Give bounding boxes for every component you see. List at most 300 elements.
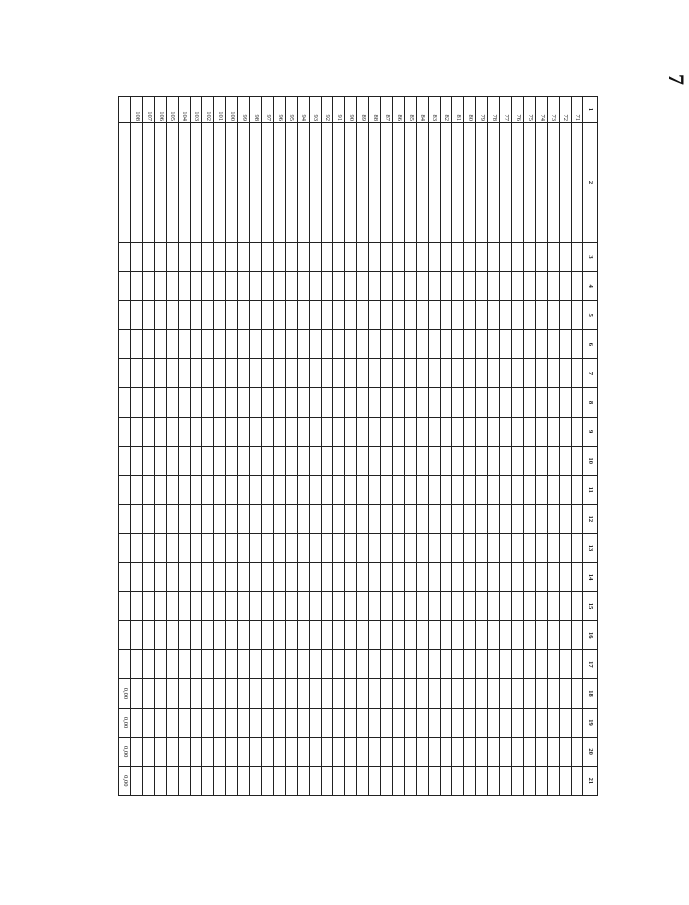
- value-cell: [214, 243, 226, 272]
- value-cell: [488, 650, 500, 679]
- value-cell: [476, 446, 488, 475]
- value-cell: [214, 592, 226, 621]
- value-cell: [464, 301, 476, 330]
- value-cell: [131, 475, 143, 504]
- value-cell: [404, 446, 416, 475]
- value-cell: [381, 301, 393, 330]
- value-cell: [547, 272, 559, 301]
- value-cell: [333, 592, 345, 621]
- value-cell: [452, 301, 464, 330]
- value-cell: [226, 708, 238, 737]
- table-row: [345, 97, 357, 796]
- value-cell: [571, 766, 583, 795]
- value-cell: [273, 272, 285, 301]
- column-number-cell: 2: [583, 123, 598, 243]
- table-row: [333, 97, 345, 796]
- row-index-cell: 105: [166, 97, 178, 123]
- value-cell: [369, 708, 381, 737]
- value-cell: [559, 592, 571, 621]
- value-cell: [250, 388, 262, 417]
- value-cell: [297, 679, 309, 708]
- value-cell: [273, 504, 285, 533]
- value-cell: [428, 708, 440, 737]
- value-cell: [166, 359, 178, 388]
- value-cell: [535, 417, 547, 446]
- value-cell: [166, 272, 178, 301]
- value-cell: [333, 504, 345, 533]
- value-cell: [297, 359, 309, 388]
- row-index-cell: 95: [285, 97, 297, 123]
- value-cell: [464, 592, 476, 621]
- value-cell: [321, 533, 333, 562]
- value-cell: [273, 679, 285, 708]
- value-cell: [273, 650, 285, 679]
- value-cell: [154, 243, 166, 272]
- value-cell: [238, 446, 250, 475]
- value-cell: [250, 708, 262, 737]
- value-cell: [321, 679, 333, 708]
- value-cell: [464, 679, 476, 708]
- value-cell: [369, 737, 381, 766]
- value-cell: [547, 446, 559, 475]
- value-cell: [428, 650, 440, 679]
- table-row: [250, 97, 262, 796]
- value-cell: [392, 708, 404, 737]
- address-cell: [440, 123, 452, 243]
- value-cell: [369, 650, 381, 679]
- value-cell: [476, 330, 488, 359]
- row-index-cell: 92: [321, 97, 333, 123]
- value-cell: [404, 475, 416, 504]
- value-cell: [452, 533, 464, 562]
- value-cell: [345, 243, 357, 272]
- value-cell: [309, 359, 321, 388]
- value-cell: [547, 592, 559, 621]
- value-cell: [416, 737, 428, 766]
- table-row: [238, 97, 250, 796]
- value-cell: [392, 388, 404, 417]
- value-cell: [571, 301, 583, 330]
- value-cell: [202, 650, 214, 679]
- value-cell: [404, 708, 416, 737]
- value-cell: [297, 737, 309, 766]
- value-cell: [250, 446, 262, 475]
- value-cell: [333, 417, 345, 446]
- value-cell: [297, 504, 309, 533]
- value-cell: [238, 272, 250, 301]
- address-cell: [428, 123, 440, 243]
- table-row: [357, 97, 369, 796]
- value-cell: [476, 359, 488, 388]
- value-cell: [416, 330, 428, 359]
- address-cell: [285, 123, 297, 243]
- final-row-value-cell: 0,00: [119, 679, 131, 708]
- value-cell: [369, 446, 381, 475]
- table-row: [154, 97, 166, 796]
- value-cell: [428, 243, 440, 272]
- value-cell: [166, 330, 178, 359]
- value-cell: [261, 533, 273, 562]
- value-cell: [381, 650, 393, 679]
- value-cell: [369, 417, 381, 446]
- value-cell: [559, 533, 571, 562]
- final-row-cell: [119, 388, 131, 417]
- value-cell: [297, 533, 309, 562]
- table-row: [321, 97, 333, 796]
- value-cell: [309, 417, 321, 446]
- value-cell: [476, 737, 488, 766]
- value-cell: [404, 563, 416, 592]
- value-cell: [416, 359, 428, 388]
- address-cell: [357, 123, 369, 243]
- value-cell: [214, 388, 226, 417]
- value-cell: [142, 679, 154, 708]
- value-cell: [202, 504, 214, 533]
- value-cell: [547, 475, 559, 504]
- value-cell: [131, 679, 143, 708]
- value-cell: [571, 650, 583, 679]
- value-cell: [226, 592, 238, 621]
- value-cell: [273, 243, 285, 272]
- value-cell: [392, 330, 404, 359]
- row-index-cell: 104: [178, 97, 190, 123]
- value-cell: [452, 737, 464, 766]
- value-cell: [214, 766, 226, 795]
- value-cell: [512, 301, 524, 330]
- value-cell: [392, 563, 404, 592]
- value-cell: [142, 766, 154, 795]
- value-cell: [357, 679, 369, 708]
- value-cell: [535, 475, 547, 504]
- row-index-cell: 101: [214, 97, 226, 123]
- value-cell: [500, 330, 512, 359]
- value-cell: [523, 533, 535, 562]
- value-cell: [285, 301, 297, 330]
- value-cell: [166, 301, 178, 330]
- address-cell: [190, 123, 202, 243]
- value-cell: [321, 621, 333, 650]
- value-cell: [512, 330, 524, 359]
- value-cell: [309, 679, 321, 708]
- value-cell: [571, 563, 583, 592]
- value-cell: [321, 417, 333, 446]
- value-cell: [428, 504, 440, 533]
- value-cell: [381, 243, 393, 272]
- table-row: [226, 97, 238, 796]
- value-cell: [535, 621, 547, 650]
- value-cell: [131, 272, 143, 301]
- table-row: [547, 97, 559, 796]
- value-cell: [166, 708, 178, 737]
- value-cell: [261, 737, 273, 766]
- row-index-cell: 93: [309, 97, 321, 123]
- table-row: [131, 97, 143, 796]
- value-cell: [357, 330, 369, 359]
- column-number-cell: 12: [583, 504, 598, 533]
- value-cell: [452, 475, 464, 504]
- row-index-cell: 107: [142, 97, 154, 123]
- value-cell: [273, 388, 285, 417]
- value-cell: [571, 737, 583, 766]
- value-cell: [166, 504, 178, 533]
- value-cell: [273, 708, 285, 737]
- table-row: [416, 97, 428, 796]
- address-cell: [345, 123, 357, 243]
- value-cell: [250, 737, 262, 766]
- value-cell: [142, 533, 154, 562]
- value-cell: [154, 563, 166, 592]
- value-cell: [190, 504, 202, 533]
- value-cell: [381, 475, 393, 504]
- value-cell: [190, 359, 202, 388]
- value-cell: [357, 388, 369, 417]
- value-cell: [571, 446, 583, 475]
- value-cell: [178, 417, 190, 446]
- value-cell: [452, 592, 464, 621]
- value-cell: [345, 708, 357, 737]
- table-row: [261, 97, 273, 796]
- address-cell: [416, 123, 428, 243]
- value-cell: [309, 243, 321, 272]
- value-cell: [250, 621, 262, 650]
- value-cell: [190, 475, 202, 504]
- value-cell: [440, 446, 452, 475]
- value-cell: [440, 330, 452, 359]
- address-cell: [488, 123, 500, 243]
- value-cell: [571, 621, 583, 650]
- column-number-cell: 18: [583, 679, 598, 708]
- value-cell: [250, 417, 262, 446]
- value-cell: [464, 737, 476, 766]
- value-cell: [166, 679, 178, 708]
- address-cell: [226, 123, 238, 243]
- value-cell: [547, 359, 559, 388]
- value-cell: [500, 737, 512, 766]
- value-cell: [523, 592, 535, 621]
- value-cell: [131, 301, 143, 330]
- value-cell: [392, 737, 404, 766]
- value-cell: [202, 446, 214, 475]
- value-cell: [178, 272, 190, 301]
- value-cell: [357, 272, 369, 301]
- table-row: [428, 97, 440, 796]
- value-cell: [404, 417, 416, 446]
- value-cell: [309, 766, 321, 795]
- value-cell: [535, 301, 547, 330]
- column-number-cell: 1: [583, 97, 598, 123]
- value-cell: [559, 272, 571, 301]
- value-cell: [345, 388, 357, 417]
- value-cell: [547, 533, 559, 562]
- value-cell: [345, 679, 357, 708]
- value-cell: [226, 359, 238, 388]
- value-cell: [369, 301, 381, 330]
- value-cell: [404, 621, 416, 650]
- value-cell: [369, 272, 381, 301]
- value-cell: [202, 243, 214, 272]
- value-cell: [547, 504, 559, 533]
- value-cell: [464, 417, 476, 446]
- value-cell: [452, 621, 464, 650]
- value-cell: [345, 766, 357, 795]
- value-cell: [488, 533, 500, 562]
- value-cell: [392, 650, 404, 679]
- address-cell: [261, 123, 273, 243]
- value-cell: [535, 272, 547, 301]
- table-row: [512, 97, 524, 796]
- row-index-cell: 78: [488, 97, 500, 123]
- value-cell: [512, 708, 524, 737]
- value-cell: [285, 708, 297, 737]
- value-cell: [226, 533, 238, 562]
- value-cell: [273, 475, 285, 504]
- value-cell: [309, 475, 321, 504]
- value-cell: [404, 679, 416, 708]
- value-cell: [357, 475, 369, 504]
- value-cell: [142, 592, 154, 621]
- value-cell: [464, 359, 476, 388]
- value-cell: [333, 621, 345, 650]
- value-cell: [202, 475, 214, 504]
- value-cell: [571, 592, 583, 621]
- value-cell: [416, 388, 428, 417]
- value-cell: [535, 737, 547, 766]
- address-cell: [547, 123, 559, 243]
- row-index-cell: 99: [238, 97, 250, 123]
- value-cell: [226, 766, 238, 795]
- value-cell: [166, 533, 178, 562]
- value-cell: [476, 301, 488, 330]
- column-number-cell: 15: [583, 592, 598, 621]
- value-cell: [166, 592, 178, 621]
- value-cell: [285, 243, 297, 272]
- value-cell: [464, 272, 476, 301]
- value-cell: [297, 766, 309, 795]
- value-cell: [428, 301, 440, 330]
- address-cell: [131, 123, 143, 243]
- value-cell: [369, 388, 381, 417]
- table-row: [214, 97, 226, 796]
- value-cell: [476, 563, 488, 592]
- table-row: [452, 97, 464, 796]
- value-cell: [333, 766, 345, 795]
- value-cell: [166, 563, 178, 592]
- value-cell: [154, 359, 166, 388]
- value-cell: [500, 504, 512, 533]
- value-cell: [297, 243, 309, 272]
- value-cell: [559, 330, 571, 359]
- value-cell: [321, 446, 333, 475]
- value-cell: [178, 330, 190, 359]
- value-cell: [440, 359, 452, 388]
- value-cell: [381, 679, 393, 708]
- value-cell: [547, 621, 559, 650]
- value-cell: [214, 679, 226, 708]
- value-cell: [535, 330, 547, 359]
- value-cell: [440, 301, 452, 330]
- value-cell: [512, 475, 524, 504]
- value-cell: [142, 417, 154, 446]
- value-cell: [559, 679, 571, 708]
- row-index-cell: 75: [523, 97, 535, 123]
- value-cell: [154, 621, 166, 650]
- value-cell: [154, 650, 166, 679]
- value-cell: [452, 330, 464, 359]
- row-index-cell: 85: [404, 97, 416, 123]
- value-cell: [297, 446, 309, 475]
- value-cell: [416, 679, 428, 708]
- value-cell: [559, 243, 571, 272]
- final-row-cell: [119, 475, 131, 504]
- value-cell: [535, 243, 547, 272]
- value-cell: [345, 737, 357, 766]
- value-cell: [285, 330, 297, 359]
- value-cell: [238, 475, 250, 504]
- value-cell: [500, 679, 512, 708]
- value-cell: [333, 301, 345, 330]
- value-cell: [428, 417, 440, 446]
- row-index-cell: 76: [512, 97, 524, 123]
- value-cell: [404, 243, 416, 272]
- value-cell: [285, 446, 297, 475]
- table-row: [440, 97, 452, 796]
- value-cell: [500, 563, 512, 592]
- value-cell: [238, 330, 250, 359]
- value-cell: [333, 388, 345, 417]
- value-cell: [523, 650, 535, 679]
- value-cell: [523, 679, 535, 708]
- value-cell: [369, 243, 381, 272]
- value-cell: [321, 330, 333, 359]
- value-cell: [500, 475, 512, 504]
- value-cell: [523, 388, 535, 417]
- rotated-table-container: [118, 96, 598, 796]
- value-cell: [131, 359, 143, 388]
- row-index-cell: 89: [357, 97, 369, 123]
- value-cell: [261, 650, 273, 679]
- value-cell: [273, 592, 285, 621]
- value-cell: [333, 359, 345, 388]
- value-cell: [142, 563, 154, 592]
- value-cell: [309, 650, 321, 679]
- value-cell: [392, 504, 404, 533]
- value-cell: [512, 737, 524, 766]
- value-cell: [559, 766, 571, 795]
- value-cell: [261, 621, 273, 650]
- final-row-cell: [119, 97, 131, 123]
- value-cell: [309, 446, 321, 475]
- value-cell: [488, 243, 500, 272]
- value-cell: [238, 563, 250, 592]
- value-cell: [333, 272, 345, 301]
- value-cell: [523, 475, 535, 504]
- value-cell: [488, 359, 500, 388]
- value-cell: [250, 679, 262, 708]
- value-cell: [452, 243, 464, 272]
- value-cell: [381, 272, 393, 301]
- row-index-cell: 79: [476, 97, 488, 123]
- value-cell: [500, 621, 512, 650]
- value-cell: [321, 301, 333, 330]
- value-cell: [333, 679, 345, 708]
- value-cell: [500, 388, 512, 417]
- value-cell: [131, 737, 143, 766]
- value-cell: [214, 563, 226, 592]
- value-cell: [250, 504, 262, 533]
- value-cell: [273, 533, 285, 562]
- value-cell: [381, 708, 393, 737]
- value-cell: [273, 446, 285, 475]
